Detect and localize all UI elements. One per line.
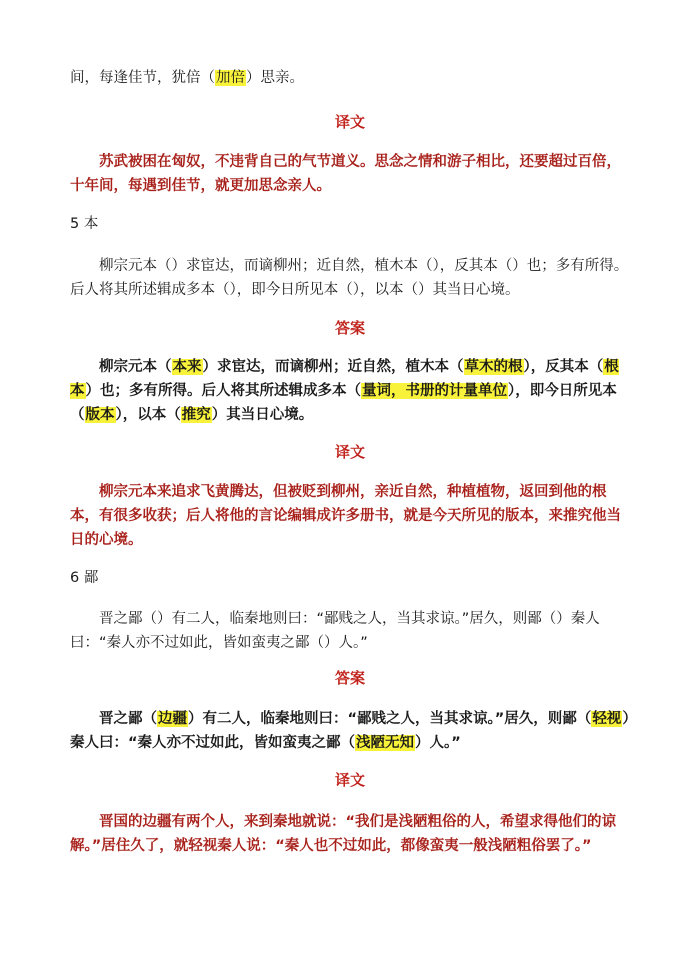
answer-highlight: 根本 (70, 359, 619, 399)
text-fragment: 间，每逢佳节，犹倍（ (70, 70, 215, 86)
answer-highlight: 浅陋无知 (356, 735, 415, 751)
answer-highlight: 边疆 (158, 711, 187, 727)
text-fragment: ），即今日所见本（ (70, 383, 617, 423)
text-fragment: ）也；多有所得。后人将其所述辑成多本（ (85, 383, 361, 399)
translation-paragraph: 苏武被困在匈奴，不违背自己的气节道义。思念之情和游子相比，还要超过百倍，十年间，每遇到佳节，就更加思念亲人。 (70, 154, 621, 194)
answer-highlight: 草木的根 (464, 359, 523, 375)
translation-paragraph: 晋国的边疆有两个人，来到秦地就说：“我们是浅陋粗俗的人，希望求得他们的谅解。”居住久了，就轻视秦人说：“秦人也不过如此，都像蛮夷一般浅陋粗俗罢了。” (70, 814, 617, 854)
item-number: 5 本 (70, 216, 99, 232)
text-fragment: 晋之鄙（ (99, 711, 157, 727)
question-paragraph: 柳宗元本（）求宦达，而谪柳州；近自然，植木本（），反其本（）也；多有所得。后人将其所述辑成多本（），即今日所见本（），以本（）其当日心境。 (70, 258, 629, 298)
text-fragment: ），反其本（ (523, 359, 604, 375)
text-fragment: ）求宦达，而谪柳州；近自然，植木本（ (202, 359, 464, 375)
answer-highlight: 版本 (85, 407, 115, 423)
text-fragment: ）其当日心境。 (211, 407, 314, 423)
answer-paragraph (70, 355, 630, 427)
answer-highlight: 轻视 (592, 711, 622, 727)
paragraph-continuation (70, 66, 630, 90)
section-heading-translation: 译文 (334, 443, 365, 461)
text-fragment: ）人。” (415, 735, 461, 751)
section-heading-answer: 答案 (334, 669, 365, 687)
section-heading-answer: 答案 (334, 319, 365, 337)
answer-highlight: 本来 (172, 359, 202, 375)
answer-highlight: 量词，书册的计量单位 (362, 383, 507, 399)
question-paragraph: 晋之鄙（）有二人，临秦地则曰：“鄙贱之人，当其求谅。”居久，则鄙（）秦人曰：“秦人亦不过如此，皆如蛮夷之鄙（）人。” (70, 611, 600, 651)
text-fragment: ）有二人，临秦地则曰：“鄙贱之人，当其求谅。”居久，则鄙（ (188, 711, 592, 727)
answer-highlight: 推究 (181, 407, 211, 423)
answer-paragraph (70, 707, 630, 755)
item-number: 6 鄙 (70, 570, 99, 586)
answer-highlight: 加倍 (216, 70, 245, 86)
section-heading-translation: 译文 (334, 113, 365, 131)
text-fragment: ）思亲。 (246, 70, 304, 86)
text-fragment: ）秦人曰：“秦人亦不过如此，皆如蛮夷之鄙（ (70, 711, 630, 751)
text-fragment: ），以本（ (115, 407, 181, 423)
text-fragment: 柳宗元本（ (99, 359, 172, 375)
section-heading-translation: 译文 (334, 771, 365, 789)
translation-paragraph: 柳宗元本来追求飞黄腾达，但被贬到柳州，亲近自然，种植植物，返回到他的根本，有很多收获；后人将他的言论编辑成许多册书，就是今天所见的版本，来推究他当日的心境。 (70, 484, 621, 548)
